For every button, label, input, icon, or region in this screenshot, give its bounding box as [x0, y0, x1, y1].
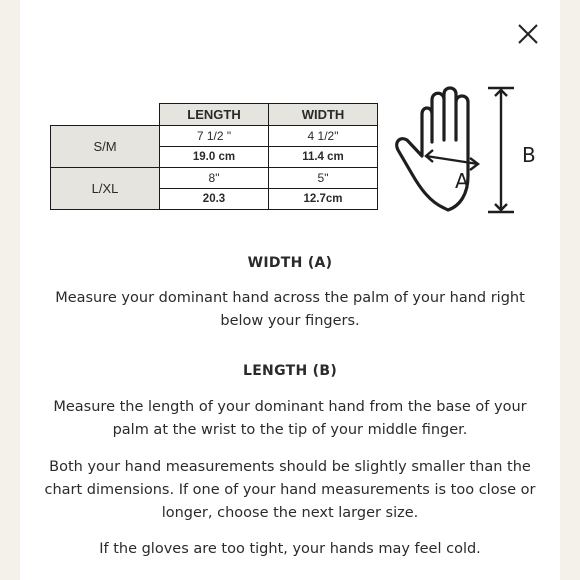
length-text: Measure the length of your dominant hand from the base of your palm at the wrist to the tip of your middle finger.	[53, 399, 527, 438]
width-text: Measure your dominant hand across the palm of your hand right below your fingers.	[55, 290, 525, 329]
cell-lxl-width-in: 5"	[269, 168, 378, 189]
cell-sm-length-in: 7 1/2 "	[160, 126, 269, 147]
close-button[interactable]	[514, 20, 542, 48]
header-length: LENGTH	[160, 104, 269, 126]
size-label-sm: S/M	[51, 126, 160, 168]
label-a: A	[455, 169, 469, 193]
cell-lxl-length-in: 8"	[160, 168, 269, 189]
hand-measurement-icon	[390, 84, 550, 222]
note-cold: If the gloves are too tight, your hands may feel cold.	[99, 541, 481, 557]
header-width: WIDTH	[269, 104, 378, 126]
close-icon	[514, 20, 542, 48]
cell-sm-width-cm: 11.4 cm	[269, 147, 378, 168]
size-guide-modal	[20, 0, 560, 580]
note-sizing: Both your hand measurements should be slightly smaller than the chart dimensions. If one of your hand measurements is too close or longer, choose the next larger size.	[44, 459, 536, 521]
size-chart-table	[50, 103, 378, 210]
cell-sm-length-cm: 19.0 cm	[160, 147, 269, 168]
label-b: B	[522, 143, 536, 167]
cell-lxl-width-cm: 12.7cm	[269, 189, 378, 210]
size-label-lxl: L/XL	[51, 168, 160, 210]
cell-sm-width-in: 4 1/2"	[269, 126, 378, 147]
cell-lxl-length-cm: 20.3	[160, 189, 269, 210]
length-heading: LENGTH (B)	[242, 363, 338, 379]
width-heading: WIDTH (A)	[247, 255, 333, 271]
